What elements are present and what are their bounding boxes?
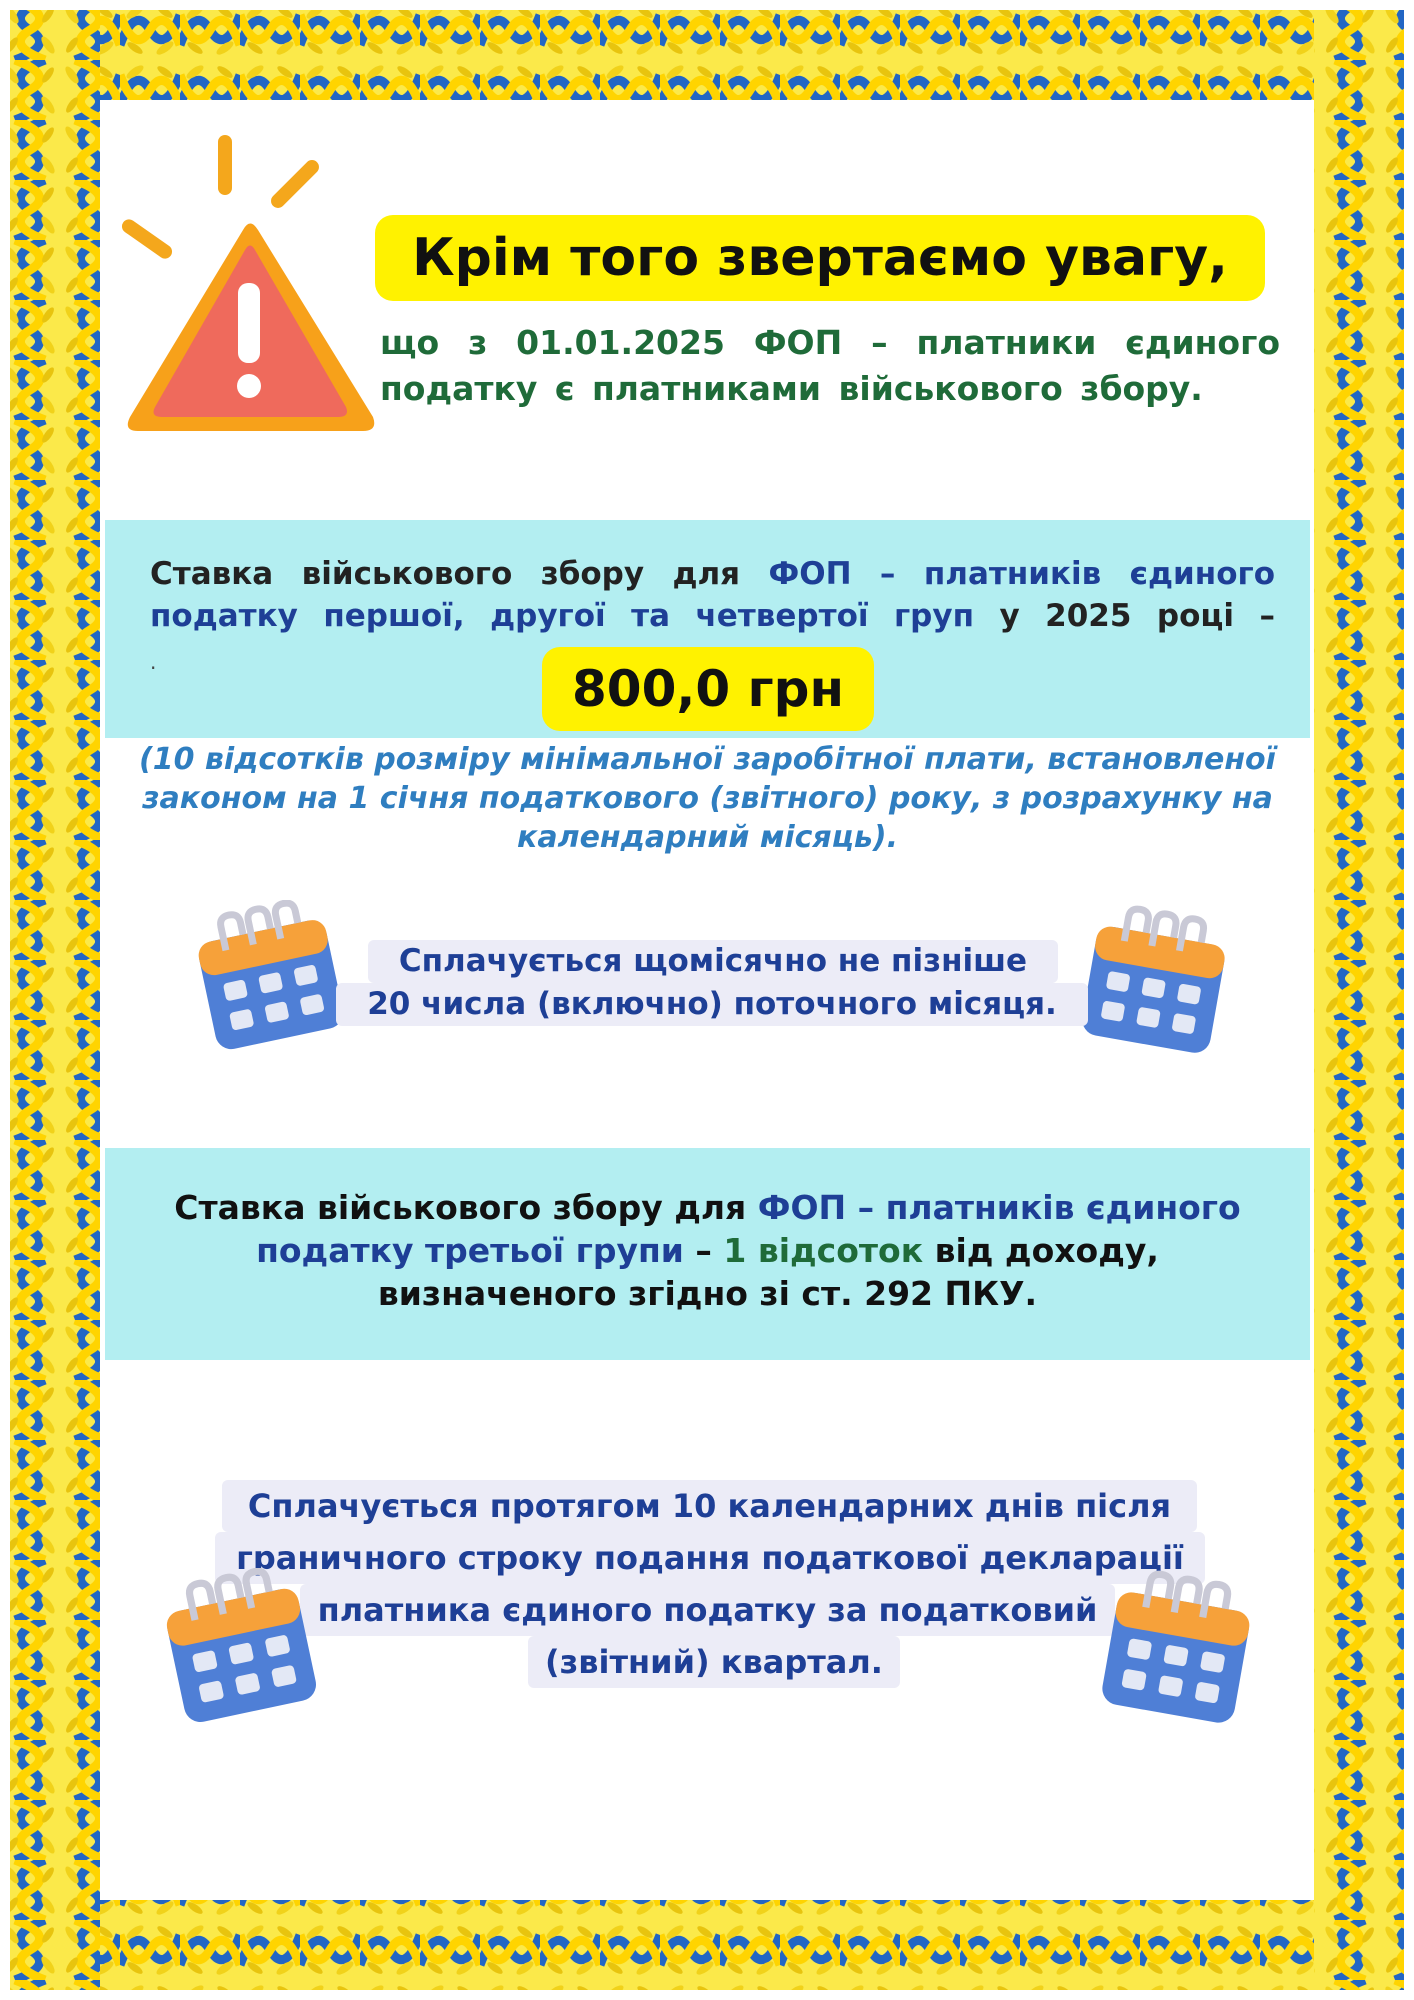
payment-quarterly-line4: (звітний) квартал.	[528, 1636, 900, 1688]
heading-text: Крім того звертаємо увагу,	[412, 228, 1228, 288]
rate-text-groups-1-2-4: Ставка військового збору для ФОП – платників єдиного податку першої, другої та четвертої груп у 2025 році –	[150, 556, 1275, 634]
calendar-icon	[1098, 1570, 1258, 1725]
payment-quarterly-line1: Сплачується протягом 10 календарних днів після	[222, 1480, 1197, 1532]
payment-monthly-line2: 20 числа (включно) поточного місяця.	[336, 983, 1088, 1026]
amount-badge	[542, 647, 874, 731]
rate-text-group-3: Ставка військового збору для ФОП – платників єдиного податку третьої групи – 1 відсоток від доходу, визначеного згідно зі ст. 292 ПКУ.	[174, 1188, 1241, 1313]
intro-text: що з 01.01.2025 ФОП – платники єдиного податку є платниками військового збору.	[380, 323, 1280, 408]
stray-mark: .	[150, 650, 157, 674]
percent-highlight: 1 відсоток	[723, 1231, 924, 1270]
amount-value: 800,0 грн	[571, 660, 845, 718]
calendar-icon	[192, 900, 347, 1050]
payment-quarterly-line3: платника єдиного податку за податковий	[300, 1584, 1115, 1636]
payment-quarterly-line2: граничного строку подання податкової декларації	[215, 1532, 1205, 1584]
warning-triangle-icon	[118, 135, 383, 440]
calendar-icon	[1078, 905, 1233, 1055]
calendar-icon	[160, 1568, 320, 1723]
payment-monthly-line1: Сплачується щомісячно не пізніше	[368, 940, 1058, 983]
rate-note: (10 відсотків розміру мінімальної заробітної плати, встановленої законом на 1 січня податкового (звітного) року, з розрахунку на календарний місяць).	[139, 742, 1276, 855]
heading-badge	[375, 215, 1265, 301]
subject-highlight: ФОП – платників єдиного податку першої, другої та четвертої груп	[150, 556, 1275, 634]
